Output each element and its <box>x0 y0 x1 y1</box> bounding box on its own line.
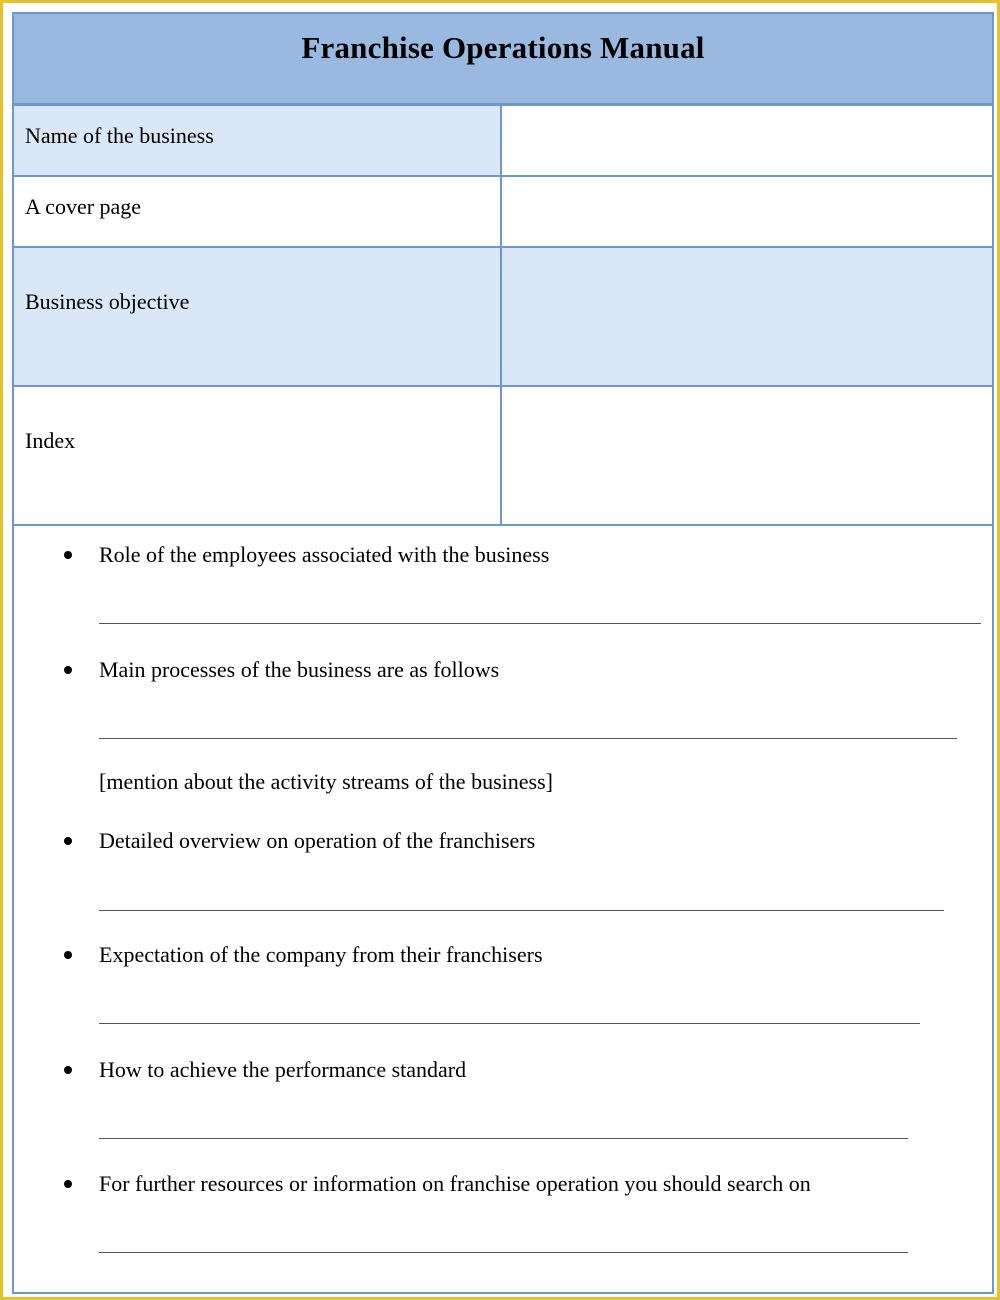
item-text: Detailed overview on operation of the franchisers <box>99 828 536 853</box>
business-objective-field[interactable] <box>502 248 992 385</box>
index-field[interactable] <box>502 387 992 524</box>
bullet-icon <box>64 551 72 559</box>
instruction-note: [mention about the activity streams of the business] <box>99 769 553 794</box>
answer-line[interactable] <box>99 1023 920 1024</box>
bullet-icon <box>64 951 72 959</box>
answer-line[interactable] <box>99 1138 908 1139</box>
form-frame <box>12 12 994 1294</box>
item-text: Expectation of the company from their franchisers <box>99 942 543 967</box>
field-label: Business objective <box>25 289 190 314</box>
answer-line[interactable] <box>99 910 944 911</box>
answer-line[interactable] <box>99 738 957 739</box>
label-cell <box>14 248 502 385</box>
bullet-icon <box>64 1180 72 1188</box>
cover-page-field[interactable] <box>502 177 992 246</box>
item-text: Main processes of the business are as follows <box>99 657 500 682</box>
field-label: A cover page <box>25 194 142 219</box>
table-row-index <box>14 387 992 526</box>
item-text: How to achieve the performance standard <box>99 1057 467 1082</box>
business-name-field[interactable] <box>502 106 992 175</box>
field-label: Name of the business <box>25 123 214 148</box>
bullet-icon <box>64 837 72 845</box>
table-row-business-name <box>14 106 992 177</box>
label-cell <box>14 106 502 175</box>
item-text: For further resources or information on franchise operation you should search on <box>99 1171 811 1196</box>
field-label: Index <box>25 428 76 453</box>
answer-line[interactable] <box>99 1252 908 1253</box>
label-cell <box>14 177 502 246</box>
bullet-icon <box>64 666 72 674</box>
table-row-business-objective <box>14 248 992 387</box>
title-bar <box>14 14 992 106</box>
item-text: Role of the employees associated with the business <box>99 542 550 567</box>
bullet-icon <box>64 1066 72 1074</box>
label-cell <box>14 387 502 524</box>
page-title: Franchise Operations Manual <box>301 30 705 65</box>
answer-line[interactable] <box>99 623 981 624</box>
table-row-cover-page <box>14 177 992 248</box>
